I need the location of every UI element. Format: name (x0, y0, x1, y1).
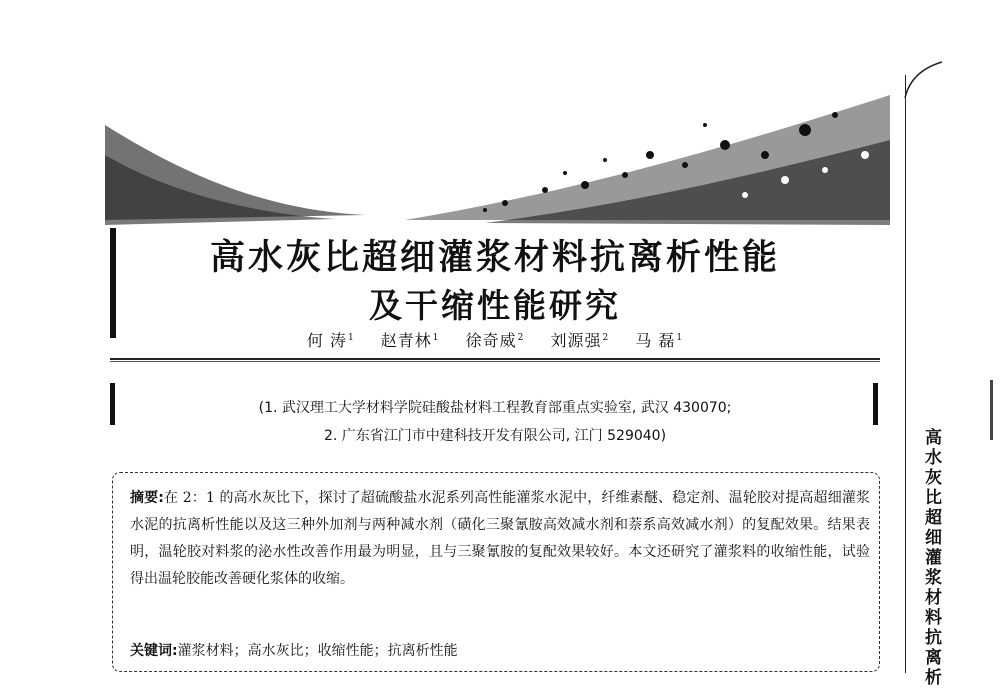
abstract (130, 485, 870, 593)
keywords-body: 灌浆材料；高水灰比；收缩性能；抗离析性能 (177, 643, 458, 659)
author: 何 涛$^1$ (306, 331, 355, 350)
paper-title-line-1: 高水灰比超细灌浆材料抗离析性能 (209, 238, 780, 278)
paper-title-line-2: 及干缩性能研究 (369, 286, 621, 325)
author: 马 磊$^1$ (635, 331, 684, 350)
header-rule-thin (110, 361, 880, 362)
abstract-label: 摘要: (130, 490, 164, 506)
keywords (130, 640, 870, 660)
affiliation-line-2: 2. 广东省江门市中建科技开发有限公司, 江门 529040) (323, 428, 667, 444)
margin-corner-decoration (904, 60, 944, 100)
author: 徐奇威$^2$ (465, 331, 525, 350)
margin-edge-bar (990, 380, 993, 440)
abstract-body: 在 2：1 的高水灰比下，探讨了超硫酸盐水泥系列高性能灌浆水泥中，纤维素醚、稳定剂、温轮胶对提高超细灌浆水泥的抗离析性能以及这三种外加剂与两种减水剂（磺化三聚氰胺高效减水剂和萘系高效减水剂）的复配效果。结果表明，温轮胶对料浆的泌水性改善作用最为明显，且与三聚氰胺的复配效果较好。本文还研究了灌浆料的收缩性能，试验得出温轮胶能改善硬化浆体的收缩。 (130, 490, 870, 587)
affiliation-left-bar (110, 383, 115, 425)
header-rule (110, 358, 880, 360)
author: 赵青林$^1$ (380, 331, 440, 350)
author-list (110, 328, 880, 351)
running-title-vertical: 高水灰比超细灌浆材料抗离析 (925, 428, 942, 688)
affiliation-line-1: (1. 武汉理工大学材料学院硅酸盐材料工程教育部重点实验室, 武汉 430070; (258, 400, 732, 416)
header-decoration (105, 85, 890, 235)
author: 刘源强$^2$ (550, 331, 610, 350)
affiliation-right-bar (873, 383, 878, 425)
margin-rule (905, 75, 906, 673)
keywords-label: 关键词: (130, 643, 178, 659)
